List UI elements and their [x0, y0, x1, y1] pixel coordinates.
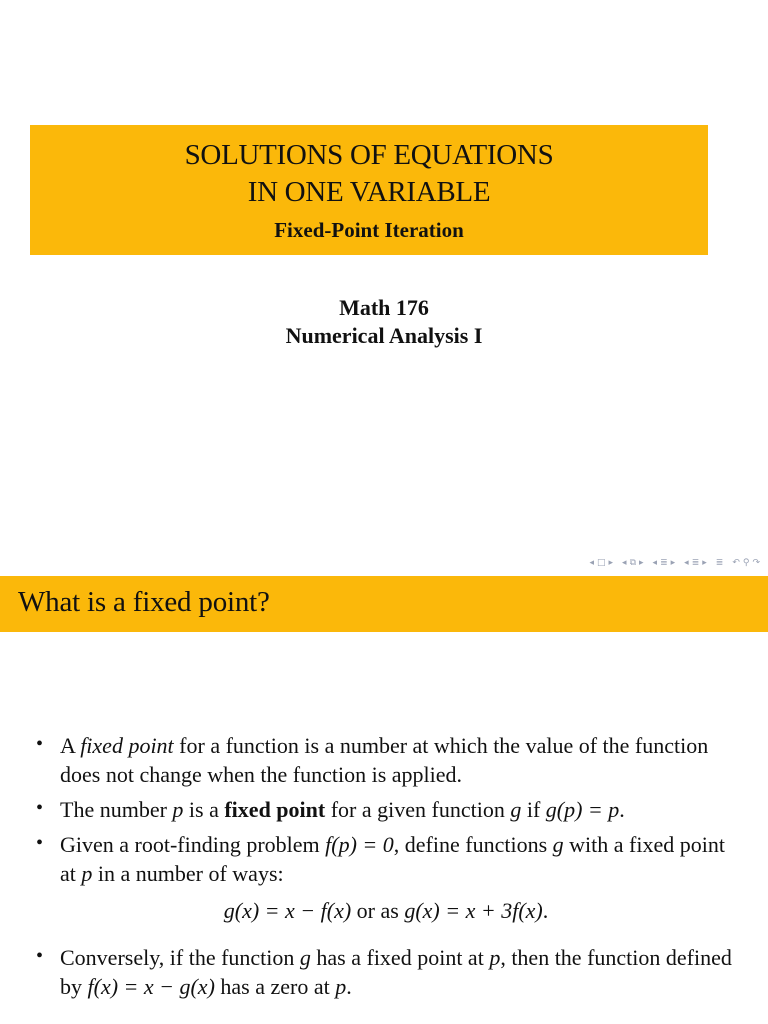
text: A [60, 733, 81, 758]
text: has a zero at [214, 974, 336, 999]
title-line-2: IN ONE VARIABLE [247, 176, 491, 208]
frame-header [0, 576, 768, 632]
bullet-item [36, 731, 736, 789]
text: or as [351, 898, 405, 923]
emphasis-term: fixed point [80, 733, 174, 758]
text: , then the function defined by [60, 945, 732, 999]
bullet-icon: • [36, 733, 44, 755]
text: in a number of ways: [92, 861, 284, 886]
bullet-icon: • [36, 945, 44, 967]
math-var: p [489, 945, 501, 970]
back-icon[interactable]: ↶ [732, 558, 740, 568]
text: if [521, 797, 546, 822]
next-frame-icon[interactable]: ▸ [702, 558, 707, 568]
text: The number [60, 797, 173, 822]
slide-icon[interactable]: ≣ [691, 558, 700, 568]
text: for a given function [325, 797, 511, 822]
math-expr: g(p) = p [545, 797, 620, 822]
frame-icon[interactable]: □ [597, 558, 606, 568]
beamer-navigation-bar [589, 556, 760, 570]
text: . [542, 898, 549, 923]
course-name: Numerical Analysis I [285, 323, 483, 348]
course-info [0, 294, 768, 350]
first-frame-icon[interactable]: ◂ [589, 558, 594, 568]
bullet-icon: • [36, 832, 44, 854]
next-subsection-icon[interactable]: ▸ [670, 558, 676, 568]
title-line-1: SOLUTIONS OF EQUATIONS [184, 139, 554, 171]
text: , define functions [393, 832, 553, 857]
math-var: p [335, 974, 347, 999]
text: Conversely, if the function [60, 945, 300, 970]
text: is a [183, 797, 225, 822]
next-section-icon[interactable]: ▸ [639, 558, 644, 568]
prev-subsection-icon[interactable]: ◂ [652, 558, 658, 568]
next-icon[interactable]: ▸ [608, 558, 614, 568]
text: with a fixed point at [60, 832, 725, 886]
search-icon[interactable]: ⚲ [742, 558, 750, 568]
bullet-item [36, 795, 736, 824]
bullet-icon: • [36, 797, 44, 819]
subsection-icon[interactable]: ≣ [660, 558, 668, 568]
bullet-item [36, 830, 736, 888]
math-expr: f(p) = 0 [325, 832, 394, 857]
subtitle: Fixed-Point Iteration [274, 218, 464, 242]
text: Given a root-finding problem [60, 832, 326, 857]
math-var: p [172, 797, 184, 822]
math-expr: g(x) = x + 3f(x) [404, 898, 543, 923]
toc-icon[interactable]: ≣ [715, 558, 724, 568]
math-var: p [81, 861, 93, 886]
frame-title: What is a fixed point? [18, 586, 270, 618]
text: for a function is a number at which the value of the function does not change when the function is applied. [60, 733, 709, 787]
bullet-item [36, 943, 736, 1001]
text: has a fixed point at [310, 945, 490, 970]
math-var: g [510, 797, 522, 822]
prev-frame-icon[interactable]: ◂ [684, 558, 689, 568]
text: . [619, 797, 625, 822]
course-number: Math 176 [339, 295, 429, 320]
title-box [30, 125, 708, 255]
prev-section-icon[interactable]: ◂ [622, 558, 627, 568]
forward-icon[interactable]: ↷ [752, 558, 760, 568]
math-expr: g(x) = x − f(x) [223, 898, 352, 923]
text: . [346, 974, 352, 999]
math-var: g [552, 832, 564, 857]
section-icon[interactable]: ⧉ [629, 558, 637, 568]
display-equation [36, 896, 736, 925]
math-var: g [299, 945, 311, 970]
frame-content [36, 731, 736, 1007]
bold-term: fixed point [224, 797, 326, 822]
math-expr: f(x) = x − g(x) [87, 974, 215, 999]
